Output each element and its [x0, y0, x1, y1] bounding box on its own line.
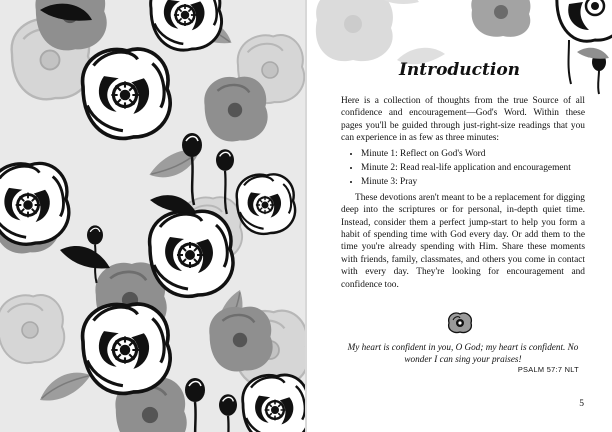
introduction-page: [307, 0, 612, 432]
list-item: • Minute 2: Read real-life application and encouragement: [361, 162, 585, 174]
page-title: Introduction: [398, 60, 521, 80]
intro-paragraph: Here is a collection of thoughts from the true Source of all confidence and encouragement—God's Word. Within these pages you'll be guided through just-right-size readings that you can experience in as few as three minutes:: [341, 96, 585, 144]
three-minute-list: [341, 148, 585, 189]
body-paragraph: These devotions aren't meant to be a replacement for digging deep into the scriptures or for personal, in-depth quiet time. Instead, consider them a perfect jump-start to help you form a habit of spending time with God every day. Or add them to the time you're already spending with Him. Share these moments with friends, family, classmates, and others you come in contact with every day. They're looking for encouragement and confidence too.: [341, 192, 585, 290]
scripture-reference: PSALM 57:7 NLT: [517, 365, 579, 374]
list-item: • Minute 3: Pray: [361, 176, 585, 188]
introduction-body: [341, 95, 585, 291]
flower-ornament-icon: [447, 312, 473, 334]
page-number: 5: [579, 399, 584, 409]
scripture-quote: My heart is confident in you, O God; my heart is confident. No wonder I can sing your praises!: [347, 342, 579, 364]
corner-floral-decoration: [307, 0, 612, 110]
list-item: • Minute 1: Reflect on God's Word: [361, 148, 585, 160]
